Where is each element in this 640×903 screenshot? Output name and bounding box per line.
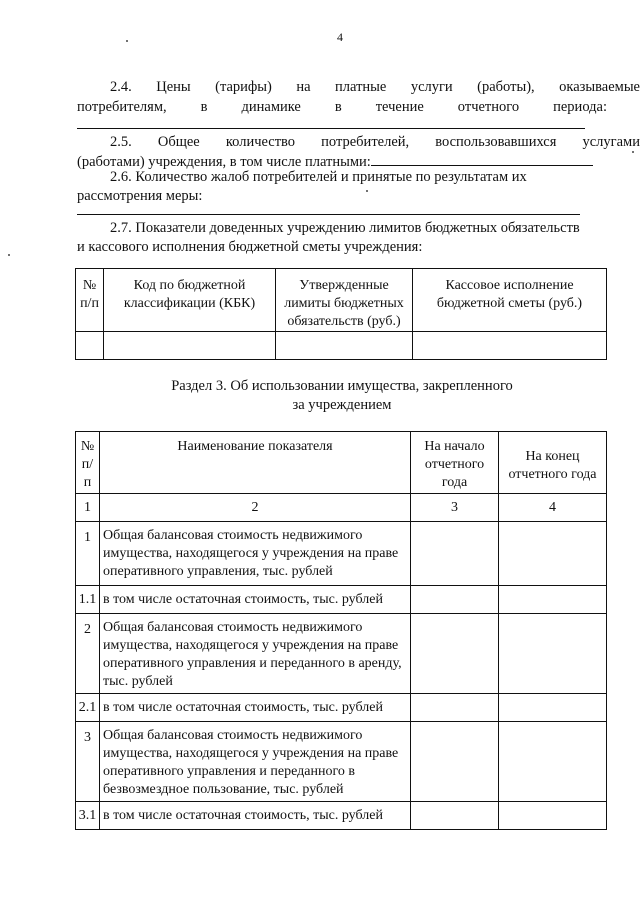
- row-number: 2: [76, 614, 100, 694]
- page-number: 4: [337, 30, 343, 44]
- fill-line-2-6: [77, 214, 580, 215]
- row-indicator: в том числе остаточная стоимость, тыс. рублей: [100, 586, 411, 614]
- table-row: [76, 722, 607, 802]
- row-value-end: [499, 522, 607, 586]
- property-table: [75, 431, 607, 830]
- row-number: 2.1: [76, 694, 100, 722]
- row-value-start: [411, 802, 499, 830]
- table2-col-number: 2: [100, 494, 411, 522]
- table2-numbering-row: [76, 494, 607, 522]
- table-row: [76, 802, 607, 830]
- row-number: 1: [76, 522, 100, 586]
- row-value-start: [411, 722, 499, 802]
- table1-header-limits: Утвержденные лимиты бюджетных обязательств (руб.): [276, 269, 413, 332]
- fill-line-2-4: [77, 128, 585, 129]
- table1-cell: [104, 332, 276, 360]
- table2-col-number: 1: [76, 494, 100, 522]
- scan-speck: [632, 151, 634, 153]
- row-indicator: в том числе остаточная стоимость, тыс. рублей: [100, 802, 411, 830]
- item-2-4-line1: 2.4. Цены (тарифы) на платные услуги (работы), оказываемые: [110, 79, 640, 95]
- table1-header-row: [76, 269, 607, 332]
- table2-header-num: № п/п: [76, 432, 100, 494]
- row-indicator: в том числе остаточная стоимость, тыс. рублей: [100, 694, 411, 722]
- row-value-end: [499, 694, 607, 722]
- row-indicator: Общая балансовая стоимость недвижимого имущества, находящегося у учреждения на праве оперативного управления, тыс. рублей: [100, 522, 411, 586]
- table-row: [76, 694, 607, 722]
- table1-cell: [276, 332, 413, 360]
- row-number: 3.1: [76, 802, 100, 830]
- item-2-5-line2: (работами) учреждения, в том числе платными:: [77, 154, 371, 170]
- item-2-4-line2: потребителям, в динамике в течение отчетного периода:: [77, 99, 607, 115]
- table2-header-name: Наименование показателя: [100, 432, 411, 494]
- budget-limits-table: [75, 268, 607, 360]
- table-row: [76, 586, 607, 614]
- table1-empty-row: [76, 332, 607, 360]
- item-2-5-line1: 2.5. Общее количество потребителей, воспользовавшихся услугами: [110, 134, 640, 150]
- item-2-7-line1: 2.7. Показатели доведенных учреждению лимитов бюджетных обязательств: [110, 220, 580, 236]
- row-value-start: [411, 694, 499, 722]
- row-value-start: [411, 522, 499, 586]
- row-value-end: [499, 586, 607, 614]
- row-number: 1.1: [76, 586, 100, 614]
- table-row: [76, 522, 607, 586]
- row-value-start: [411, 614, 499, 694]
- table1-cell: [76, 332, 104, 360]
- item-2-6-line2: рассмотрения меры:: [77, 188, 203, 204]
- table1-header-num: № п/п: [76, 269, 104, 332]
- table2-header-row: [76, 432, 607, 494]
- table1-cell: [413, 332, 607, 360]
- scan-speck: [126, 40, 128, 42]
- scan-speck: [8, 254, 10, 256]
- table-row: [76, 614, 607, 694]
- row-value-end: [499, 802, 607, 830]
- row-number: 3: [76, 722, 100, 802]
- row-value-end: [499, 722, 607, 802]
- item-2-7-line2: и кассового исполнения бюджетной сметы учреждения:: [77, 239, 423, 255]
- table2-header-end: На конец отчетного года: [499, 432, 607, 494]
- table2-header-start: На начало отчетного года: [411, 432, 499, 494]
- row-value-start: [411, 586, 499, 614]
- fill-line-2-5: [371, 151, 593, 166]
- row-indicator: Общая балансовая стоимость недвижимого имущества, находящегося у учреждения на праве оперативного управления и переданного в аренду, тыс. рублей: [100, 614, 411, 694]
- table1-header-kbk: Код по бюджетной классификации (КБК): [104, 269, 276, 332]
- table2-col-number: 4: [499, 494, 607, 522]
- row-value-end: [499, 614, 607, 694]
- table2-col-number: 3: [411, 494, 499, 522]
- item-2-6-line1: 2.6. Количество жалоб потребителей и принятые по результатам их: [110, 169, 527, 185]
- scan-speck: [366, 190, 368, 192]
- table1-header-execution: Кассовое исполнение бюджетной сметы (руб.): [413, 269, 607, 332]
- row-indicator: Общая балансовая стоимость недвижимого имущества, находящегося у учреждения на праве оперативного управления и переданного в безвозмездное пользование, тыс. рублей: [100, 722, 411, 802]
- section-3-title-line1: Раздел 3. Об использовании имущества, закрепленного: [171, 378, 513, 394]
- section-3-title-line2: за учреждением: [292, 397, 392, 413]
